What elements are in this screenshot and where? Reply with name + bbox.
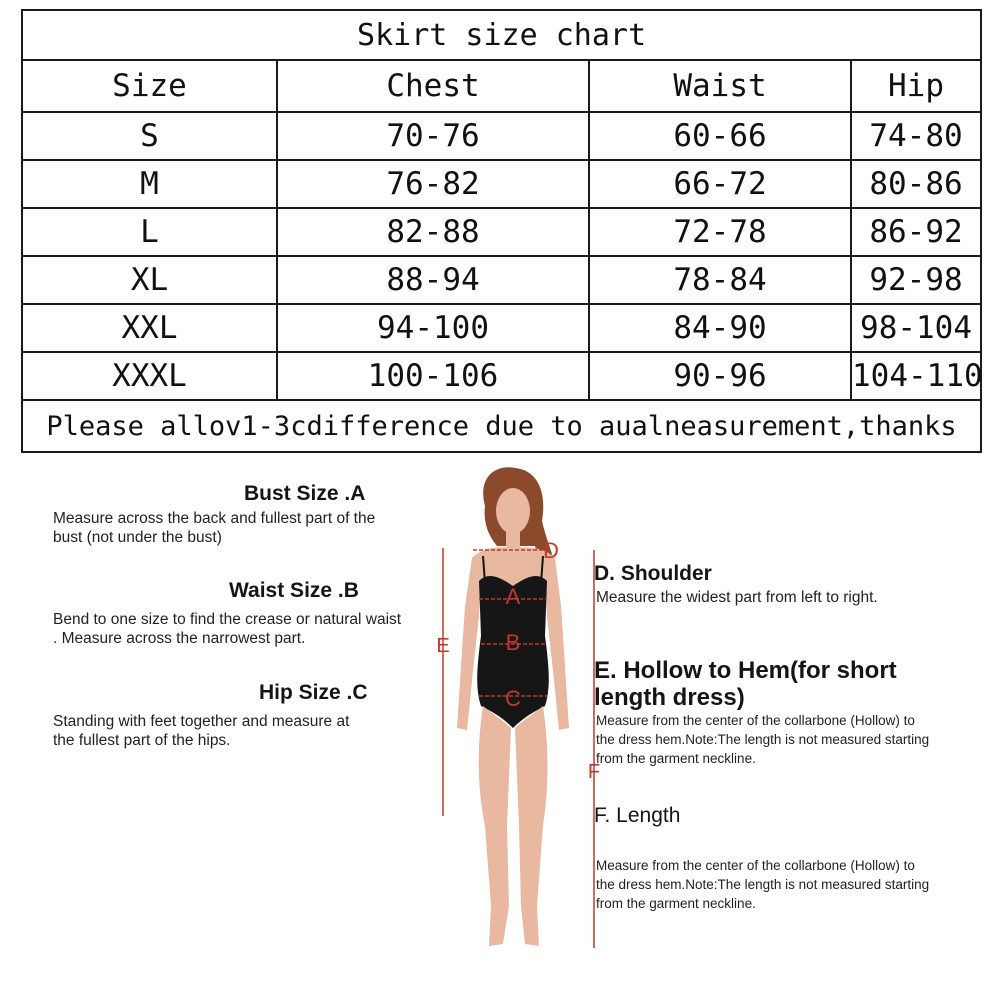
table-row [22,352,981,400]
size-cell: XL [22,256,277,304]
table-row [22,256,981,304]
waist-text: Bend to one size to find the crease or natural waist . Measure across the narrowest part. [53,611,402,647]
length-text: Measure from the center of the collarbone (Hollow) to the dress hem.Note:The length is not measured starting from the garment neckline. [596,858,930,911]
measuring-guide [25,466,980,976]
table-row [22,304,981,352]
table-title: Skirt size chart [22,10,981,60]
table-row [22,112,981,160]
shoulder-heading: D. Shoulder [594,562,712,585]
size-cell: XXL [22,304,277,352]
measurement-note: Please allov1-3cdifference due to aualneasurement,thanks [22,400,981,452]
chest-cell: 100-106 [277,352,589,400]
hip-cell: 92-98 [851,256,981,304]
marker-a: A [505,584,521,609]
marker-d: D [543,538,559,563]
header-chest: Chest [277,60,589,112]
hip-cell: 86-92 [851,208,981,256]
waist-heading: Waist Size .B [229,579,359,602]
hollow-text: Measure from the center of the collarbone (Hollow) to the dress hem.Note:The length is not measured starting from the garment neckline. [596,713,930,766]
chest-cell: 76-82 [277,160,589,208]
header-waist: Waist [589,60,851,112]
waist-cell: 66-72 [589,160,851,208]
header-size: Size [22,60,277,112]
marker-f: F [587,761,601,783]
marker-b: B [505,630,521,655]
chest-cell: 70-76 [277,112,589,160]
hip-cell: 98-104 [851,304,981,352]
length-heading: F. Length [594,804,681,827]
chest-cell: 94-100 [277,304,589,352]
waist-cell: 78-84 [589,256,851,304]
size-chart-table [21,9,982,453]
table-row [22,160,981,208]
waist-cell: 84-90 [589,304,851,352]
hip-text: Standing with feet together and measure at the fullest part of the hips. [53,713,350,749]
bust-text: Measure across the back and fullest part of the bust (not under the bust) [53,510,376,546]
marker-e: E [436,635,450,657]
size-cell: XXXL [22,352,277,400]
header-hip: Hip [851,60,981,112]
hip-heading: Hip Size .C [259,681,368,704]
size-cell: S [22,112,277,160]
size-cell: L [22,208,277,256]
bust-heading: Bust Size .A [244,482,366,505]
hip-cell: 80-86 [851,160,981,208]
waist-cell: 90-96 [589,352,851,400]
shoulder-text: Measure the widest part from left to right. [596,589,878,606]
table-row [22,208,981,256]
hip-cell: 74-80 [851,112,981,160]
size-cell: M [22,160,277,208]
model-figure [427,466,601,966]
waist-cell: 72-78 [589,208,851,256]
hip-cell: 104-110 [851,352,981,400]
marker-c: C [505,686,521,711]
hollow-heading: E. Hollow to Hem(for short length dress) [594,657,897,711]
waist-cell: 60-66 [589,112,851,160]
chest-cell: 82-88 [277,208,589,256]
chest-cell: 88-94 [277,256,589,304]
